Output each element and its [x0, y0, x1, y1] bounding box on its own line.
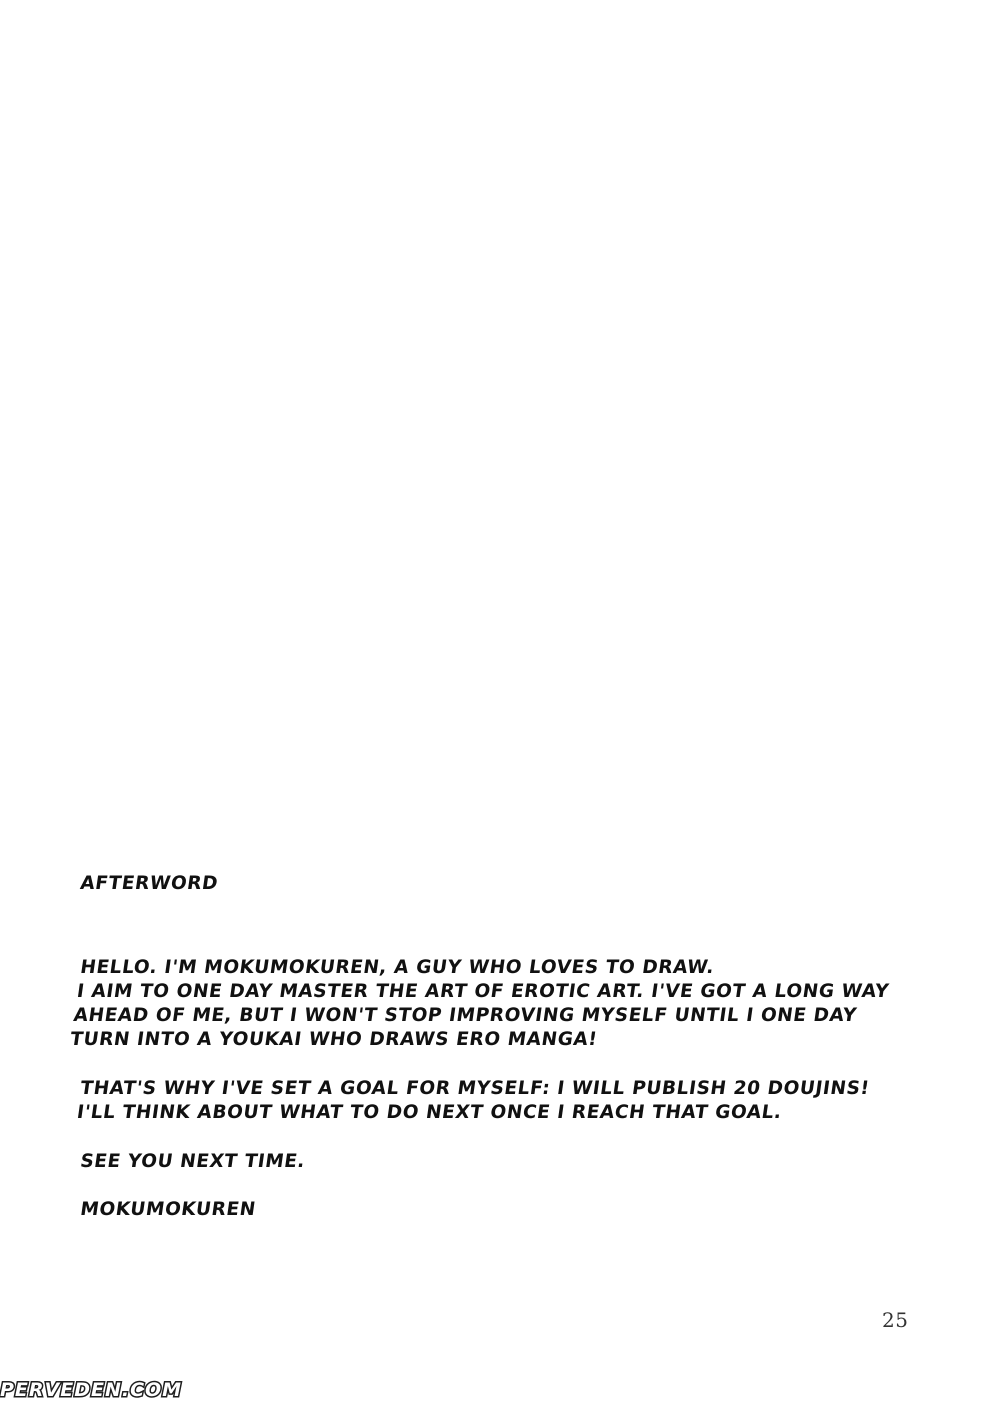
paragraph-line: I AIM TO ONE DAY MASTER THE ART OF EROTIC ART. I'VE GOT A LONG WAY — [75, 981, 891, 1002]
afterword-heading: AFTERWORD — [78, 873, 220, 894]
author-signature: MOKUMOKUREN — [78, 1199, 258, 1220]
watermark-logo: PERVEDEN.COM — [0, 1379, 183, 1401]
page-number: 25 — [882, 1308, 909, 1332]
paragraph-line: THAT'S WHY I'VE SET A GOAL FOR MYSELF: I WILL PUBLISH 20 DOUJINS! — [78, 1078, 871, 1099]
afterword-paragraph-3: SEE YOU NEXT TIME. — [78, 1151, 307, 1172]
paragraph-line: HELLO. I'M MOKUMOKUREN, A GUY WHO LOVES TO DRAW. — [78, 957, 716, 978]
paragraph-line: TURN INTO A YOUKAI WHO DRAWS ERO MANGA! — [68, 1029, 599, 1050]
afterword-paragraph-2 — [75, 1077, 871, 1125]
paragraph-line: I'LL THINK ABOUT WHAT TO DO NEXT ONCE I REACH THAT GOAL. — [75, 1102, 784, 1123]
paragraph-line: AHEAD OF ME, BUT I WON'T STOP IMPROVING MYSELF UNTIL I ONE DAY — [72, 1005, 859, 1026]
afterword-paragraph-1 — [69, 956, 894, 1052]
